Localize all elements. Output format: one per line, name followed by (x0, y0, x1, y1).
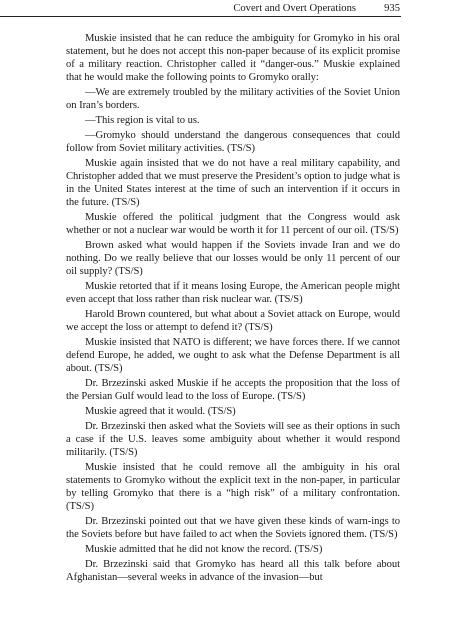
paragraph: Muskie insisted that he can reduce the ambiguity for Gromyko in his oral statement, but he does not accept this non-paper because of its explicit promise of a military reaction. Christopher called it “danger-ous.” Muskie explained that he would make the following points to Gromyko orally: (66, 33, 400, 83)
paragraph: Muskie admitted that he did not know the record. (TS/S) (85, 544, 323, 556)
paragraph: Muskie again insisted that we do not have a real military capability, and Christopher added that we must preserve the President’s option to judge what is in the United States interest at the time of such an intervention if it occurs in the future. (TS/S) (66, 158, 400, 208)
paragraph: Dr. Brzezinski pointed out that we have given these kinds of warn-ings to the Soviets before but have failed to act when the Soviets ignored them. (TS/S) (66, 516, 400, 540)
body-text (66, 33, 400, 585)
header-rule (0, 16, 401, 17)
paragraph: Muskie offered the political judgment that the Congress would ask whether or not a nuclear war would be worth it for 11 percent of our oil. (TS/S) (66, 211, 400, 236)
paragraph: Muskie retorted that if it means losing Europe, the American people might even accept that loss rather than risk nuclear war. (TS/S) (66, 280, 400, 305)
page-number: 935 (384, 3, 400, 14)
paragraph: Harold Brown countered, but what about a Soviet attack on Europe, would we accept the loss or attempt to defend it? (TS/S) (66, 309, 400, 333)
paragraph: Dr. Brzezinski said that Gromyko has heard all this talk before about Afghanistan—several weeks in advance of the invasion—but (66, 559, 400, 584)
paragraph: —Gromyko should understand the dangerous consequences that could follow from Soviet military activities. (TS/S) (66, 130, 400, 154)
paragraph: —We are extremely troubled by the military activities of the Soviet Union on Iran’s borders. (66, 86, 400, 111)
paragraph: —This region is vital to us. (85, 114, 200, 126)
paragraph: Muskie insisted that he could remove all the ambiguity in his oral statements to Gromyko without the explicit text in the non-paper, in particular by telling Gromyko that there is a “high risk” of a military confrontation. (TS/S) (66, 462, 400, 512)
paragraph: Dr. Brzezinski asked Muskie if he accepts the proposition that the loss of the Persian Gulf would lead to the loss of Europe. (TS/S) (66, 378, 400, 402)
paragraph: Dr. Brzezinski then asked what the Soviets will see as their options in such a case if the U.S. leaves some ambiguity about whether it would respond militarily. (TS/S) (66, 421, 400, 458)
paragraph: Brown asked what would happen if the Soviets invade Iran and we do nothing. Do we really believe that our losses would be only 11 percent of our oil supply? (TS/S) (66, 240, 400, 277)
paragraph: Muskie agreed that it would. (TS/S) (85, 406, 236, 418)
running-head-title: Covert and Overt Operations (233, 3, 356, 14)
paragraph: Muskie insisted that NATO is different; we have forces there. If we cannot defend Europe, he added, we ought to ask what the Defense Department is all about. (TS/S) (66, 337, 400, 374)
